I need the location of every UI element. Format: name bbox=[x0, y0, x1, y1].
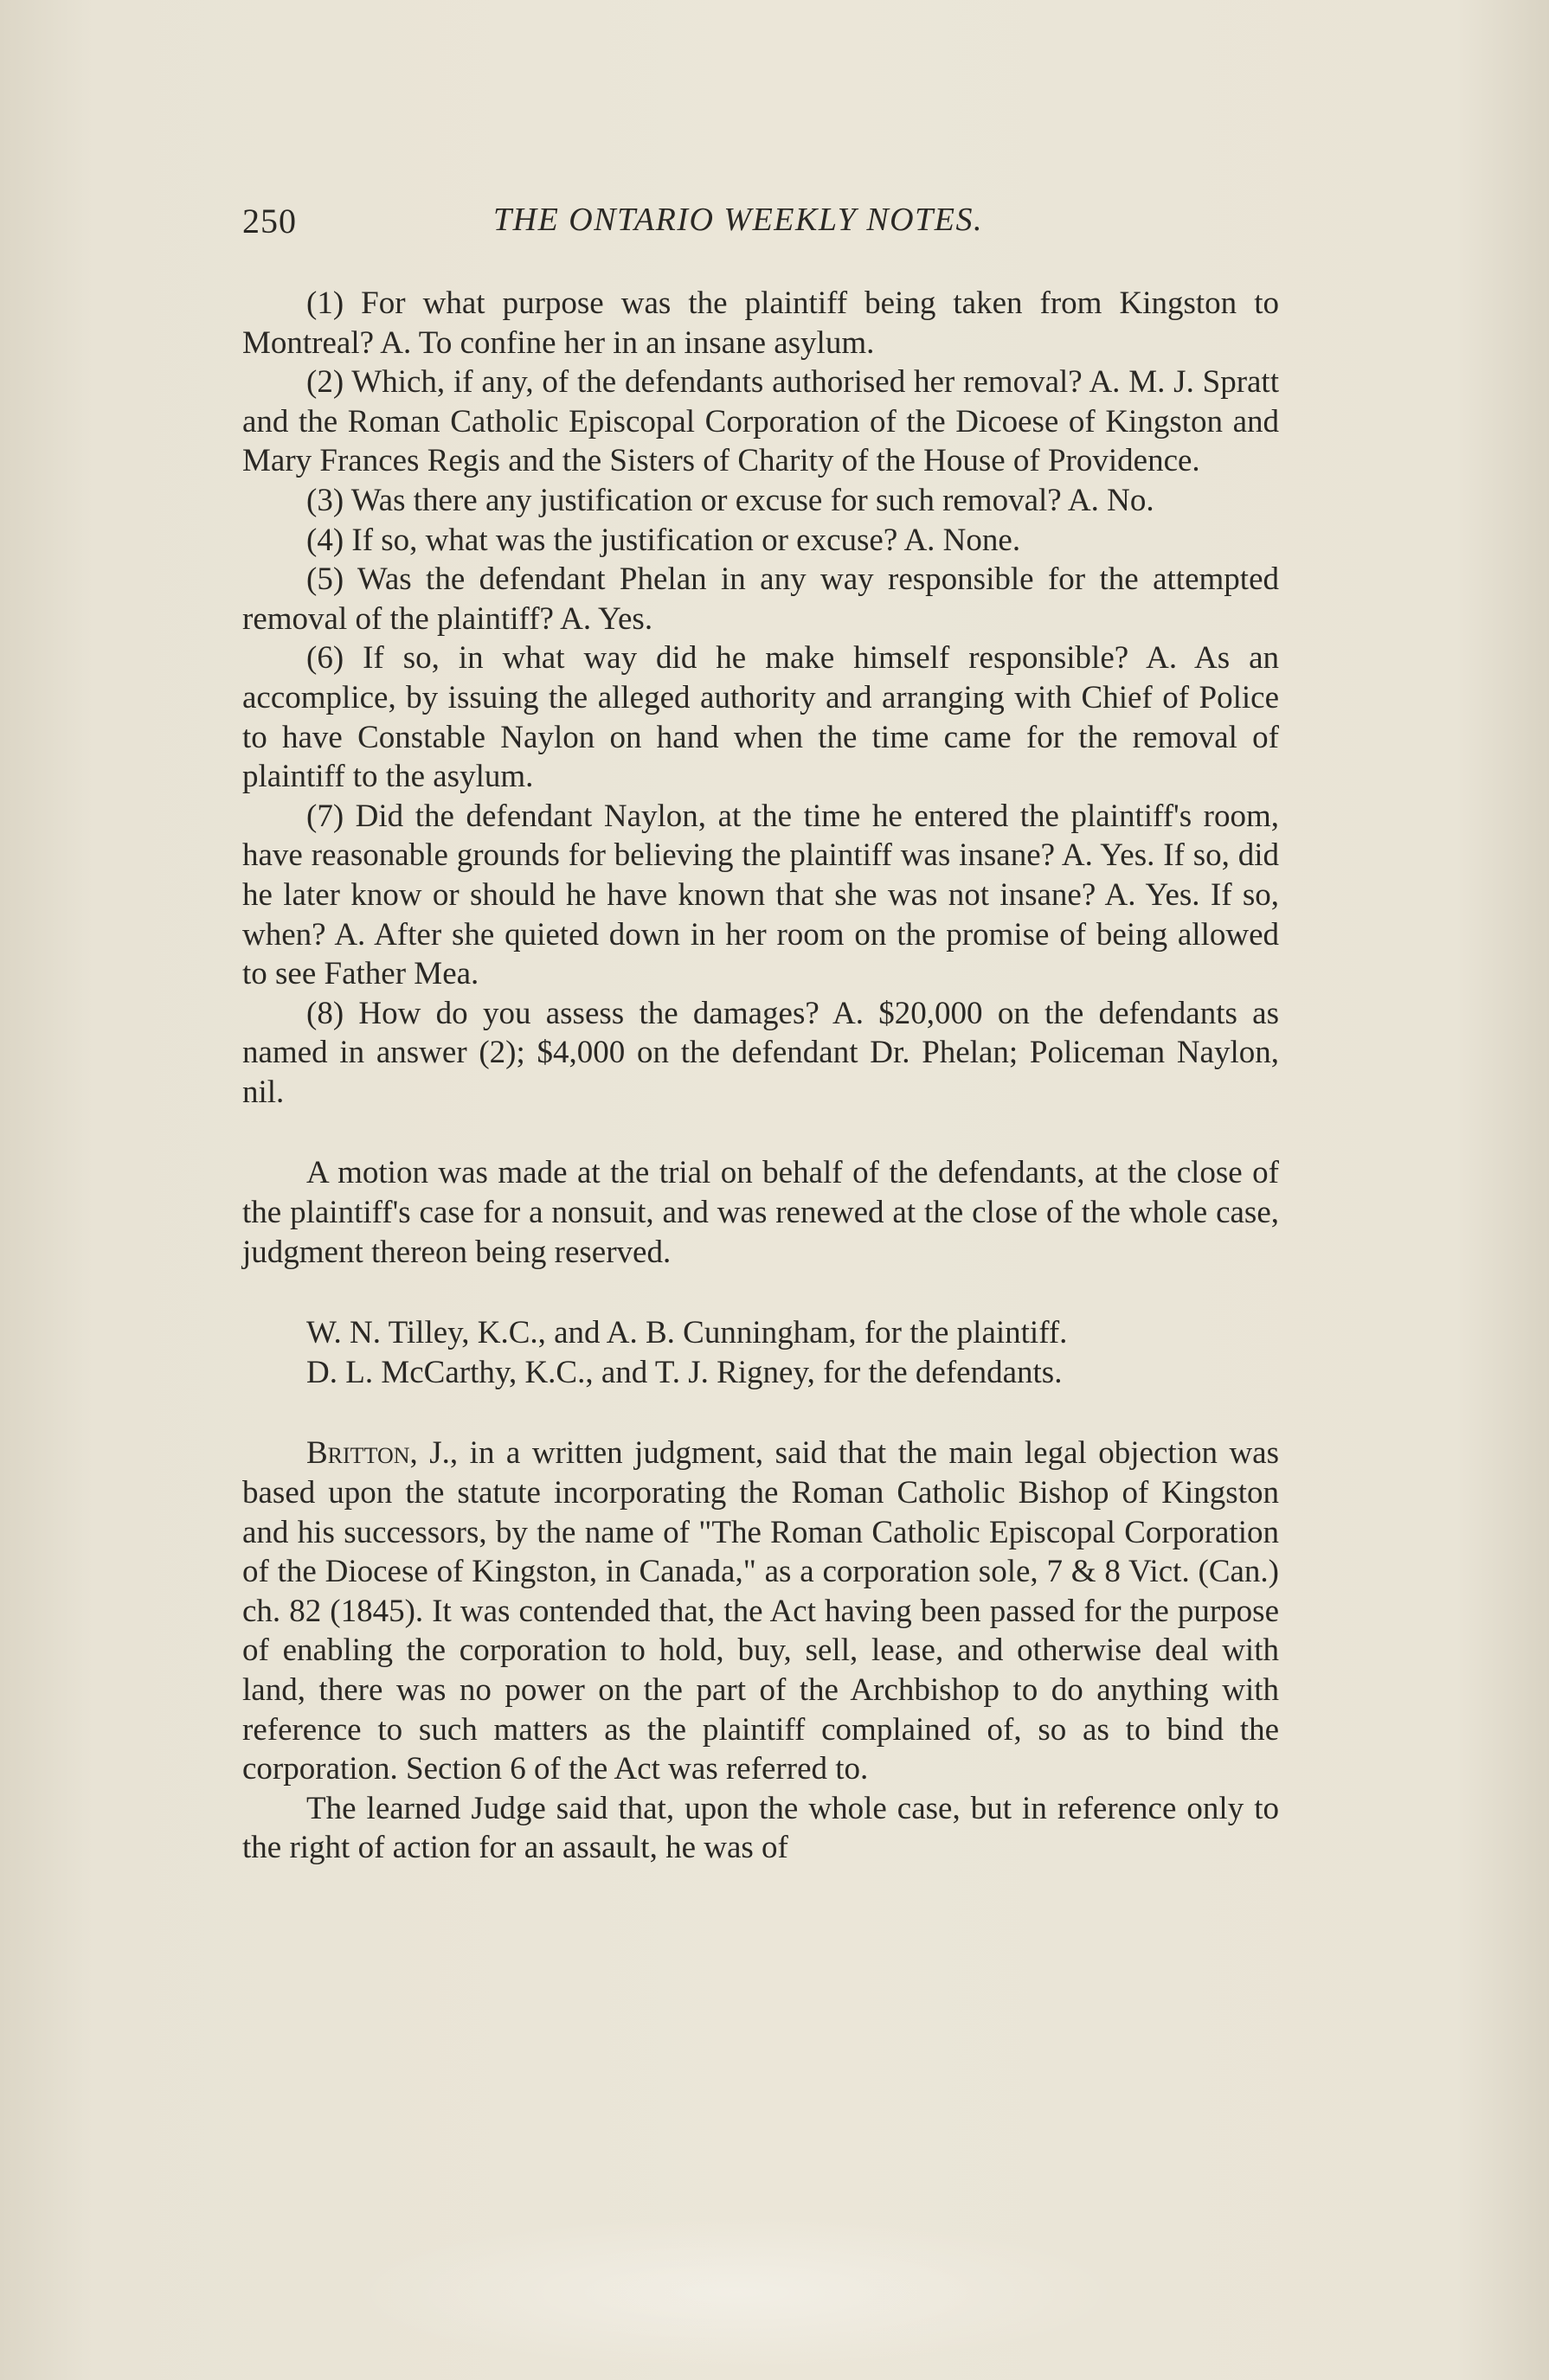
motion-paragraph: A motion was made at the trial on behalf of the defendants, at the close of the plaintiff's case for a nonsuit, and was renewed at the close of the whole case, judgment thereon being reserved. bbox=[242, 1155, 1279, 1270]
final-paragraph: The learned Judge said that, upon the whole case, but in reference only to the right of action for an assault, he was of bbox=[242, 1790, 1279, 1866]
question-paragraph: (8) How do you assess the damages? A. $20,000 on the defendants as named in answer (2); $4,000 on the defendant Dr. Phelan; Policeman Naylon, nil. bbox=[242, 995, 1279, 1110]
paragraph-spacer bbox=[242, 1272, 1279, 1313]
question-paragraph: (1) For what purpose was the plaintiff being taken from Kingston to Montreal? A. To confine her in an insane asylum. bbox=[242, 285, 1279, 361]
judgment-text: , J., in a written judgment, said that the main legal objection was based upon the statute incorporating the Roman Catholic Bishop of Kingston and his successors, by the name of "The Roman Catholic Episcopal Corporation of the Diocese of Kingston, in Canada," as a corporation sole, 7 & 8 Vict. (Can.) ch. 82 (1845). It was contended that, the Act having been passed for the purpose of enabling the corporation to hold, buy, sell, lease, and otherwise deal with land, there was no power on the part of the Archbishop to do anything with reference to such matters as the plaintiff complained of, so as to bind the corporation. Section 6 of the Act was referred to. bbox=[242, 1435, 1279, 1787]
question-paragraph: (5) Was the defendant Phelan in any way responsible for the attempted removal of the plaintiff? A. Yes. bbox=[242, 561, 1279, 637]
counsel-list bbox=[242, 1313, 1279, 1392]
page-header bbox=[242, 201, 1281, 253]
question-paragraph: (7) Did the defendant Naylon, at the time he entered the plaintiff's room, have reasonable grounds for believing the plaintiff was insane? A. Yes. If so, did he later know or should he have known that she was not insane? A. Yes. If so, when? A. After she quieted down in her room on the promise of being allowed to see Father Mea. bbox=[242, 798, 1279, 992]
counsel-defendants: D. L. McCarthy, K.C., and T. J. Rigney, for the defendants. bbox=[306, 1354, 1063, 1390]
paper-smudge bbox=[346, 2215, 1125, 2370]
counsel-plaintiff: W. N. Tilley, K.C., and A. B. Cunningham, for the plaintiff. bbox=[306, 1315, 1068, 1351]
page-number: 250 bbox=[242, 202, 297, 241]
judgment-paragraph bbox=[242, 1434, 1279, 1788]
paragraph-spacer bbox=[242, 1112, 1279, 1153]
question-paragraph: (6) If so, in what way did he make himself responsible? A. As an accomplice, by issuing the alleged authority and arranging with Chief of Police to have Constable Naylon on hand when the time came for the removal of plaintiff to the asylum. bbox=[242, 640, 1279, 795]
paragraph-spacer bbox=[242, 1392, 1279, 1434]
judge-name: Britton bbox=[306, 1435, 410, 1472]
question-paragraph: (4) If so, what was the justification or excuse? A. None. bbox=[306, 522, 1021, 558]
question-paragraph: (3) Was there any justification or excuse for such removal? A. No. bbox=[306, 482, 1154, 518]
question-paragraph: (2) Which, if any, of the defendants authorised her removal? A. M. J. Spratt and the Roman Catholic Episcopal Corporation of the Dicoese of Kingston and Mary Frances Regis and the Sisters of Charity of the House of Providence. bbox=[242, 364, 1279, 479]
page-body bbox=[242, 284, 1279, 1868]
jury-questions bbox=[242, 284, 1279, 1112]
running-title: THE ONTARIO WEEKLY NOTES. bbox=[493, 202, 983, 238]
